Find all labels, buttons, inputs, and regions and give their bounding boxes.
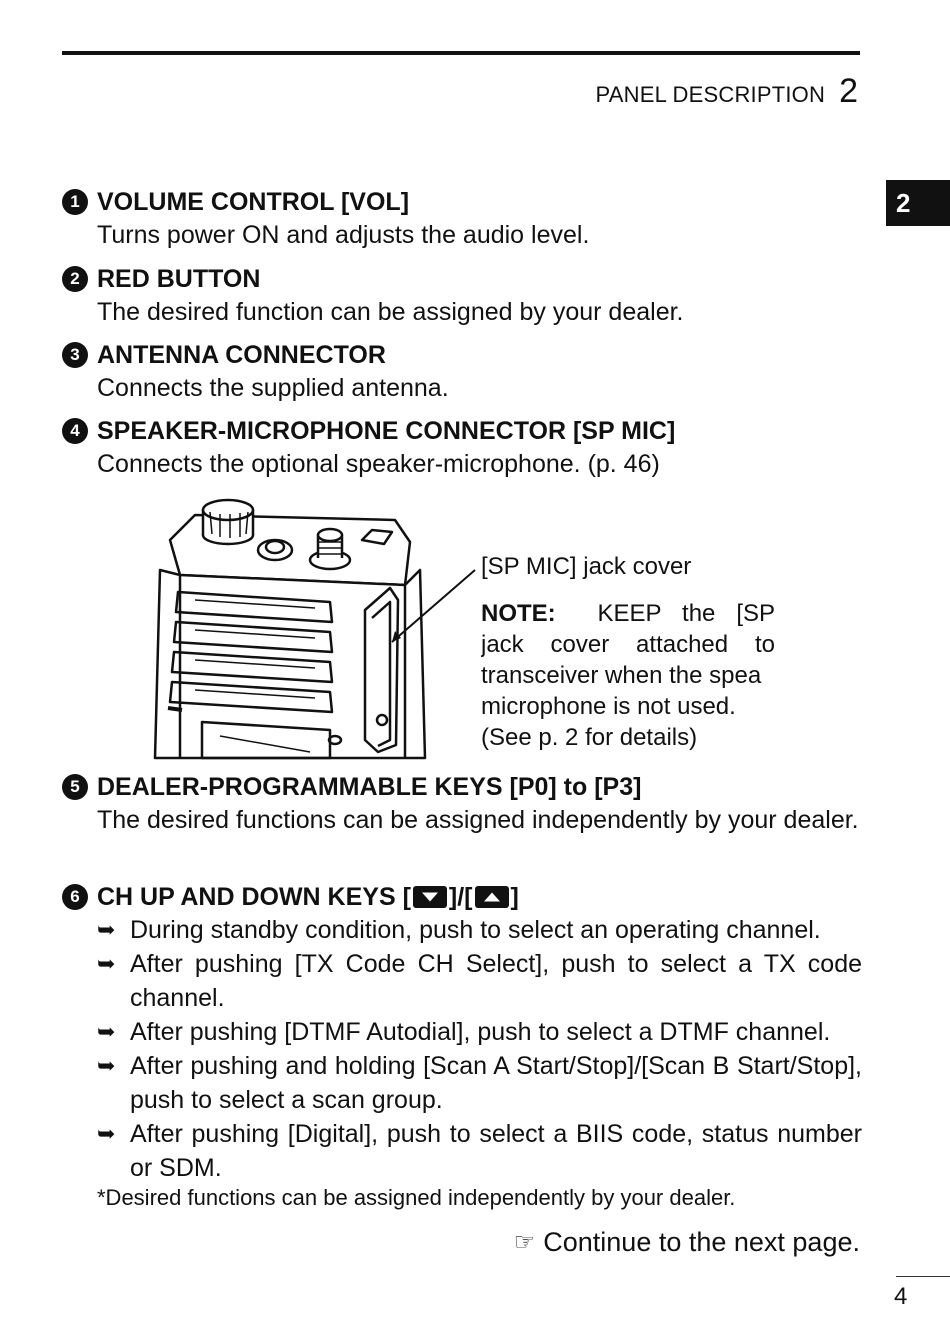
arrow-bullet-icon: ➥ [97, 917, 116, 942]
continue-text: Continue to the next page. [543, 1227, 860, 1257]
item-title: ANTENNA CONNECTOR [97, 341, 386, 369]
up-key-icon [475, 886, 509, 908]
item-number-badge: 1 [62, 189, 88, 215]
page-number: 4 [894, 1283, 908, 1310]
bottom-rule [896, 1276, 950, 1277]
item-number-badge: 2 [62, 266, 88, 292]
section-title: PANEL DESCRIPTION [595, 82, 826, 107]
bullet-text: After pushing [Digital], push to select a BIIS code, status number or SDM. [130, 1120, 862, 1182]
item-programmable-keys [62, 771, 862, 837]
item-description: Connects the optional speaker-microphone. (p. 46) [97, 450, 660, 478]
ch-key-bullet-list [62, 913, 862, 1185]
item-antenna-connector [62, 339, 862, 405]
note-box [481, 598, 775, 758]
note-line: KEEP the [SP [597, 600, 775, 627]
item-description: Turns power ON and adjusts the audio level. [97, 221, 590, 249]
item-red-button [62, 263, 862, 329]
list-item [97, 1117, 862, 1185]
arrow-bullet-icon: ➥ [97, 1121, 116, 1146]
item-description: The desired functions can be assigned independently by your dealer. [97, 806, 859, 834]
note-label: NOTE: [481, 600, 556, 627]
list-item [97, 913, 862, 947]
item-title-suffix: ] [510, 883, 519, 911]
item-ch-up-down-keys [62, 881, 862, 1185]
item-title-separator: ]/[ [448, 883, 473, 911]
bullet-text: After pushing [DTMF Autodial], push to select a DTMF channel. [130, 1018, 831, 1046]
chapter-tab: 2 [886, 180, 950, 226]
item-title: RED BUTTON [97, 265, 261, 293]
footnote: *Desired functions can be assigned independently by your dealer. [97, 1185, 736, 1210]
top-rule [62, 51, 860, 55]
note-line: transceiver when the spea [481, 662, 762, 689]
continue-note [514, 1227, 860, 1258]
list-item [97, 1049, 862, 1117]
item-number-badge: 5 [62, 774, 88, 800]
note-line: microphone is not used. [481, 693, 736, 720]
bullet-text: During standby condition, push to select an operating channel. [130, 916, 821, 944]
note-line: (See p. 2 for details) [481, 724, 698, 751]
item-description: Connects the supplied antenna. [97, 374, 449, 402]
running-head [596, 72, 858, 111]
item-description: The desired function can be assigned by your dealer. [97, 298, 684, 326]
arrow-bullet-icon: ➥ [97, 1053, 116, 1078]
item-title: DEALER-PROGRAMMABLE KEYS [P0] to [P3] [97, 773, 642, 801]
pointing-hand-icon: ☞ [513, 1229, 536, 1256]
section-number: 2 [839, 72, 858, 110]
item-volume-control [62, 186, 862, 252]
item-number-badge: 4 [62, 418, 88, 444]
item-title: VOLUME CONTROL [VOL] [97, 188, 410, 216]
item-title: SPEAKER-MICROPHONE CONNECTOR [SP MIC] [97, 417, 676, 445]
list-item [97, 947, 862, 1015]
radio-illustration [140, 490, 480, 760]
list-item [97, 1015, 862, 1049]
bullet-text: After pushing [TX Code CH Select], push to select a TX code channel. [130, 950, 862, 1012]
item-sp-mic-connector [62, 415, 862, 481]
note-line: jack cover attached to [481, 631, 775, 658]
bullet-text: After pushing and holding [Scan A Start/Stop]/[Scan B Start/Stop], push to select a scan group. [130, 1052, 862, 1114]
item-title-prefix: CH UP AND DOWN KEYS [ [97, 883, 411, 911]
arrow-bullet-icon: ➥ [97, 951, 116, 976]
jack-cover-callout: [SP MIC] jack cover [481, 553, 692, 580]
arrow-bullet-icon: ➥ [97, 1019, 116, 1044]
down-key-icon [413, 886, 447, 908]
item-number-badge: 3 [62, 342, 88, 368]
item-number-badge: 6 [62, 884, 88, 910]
